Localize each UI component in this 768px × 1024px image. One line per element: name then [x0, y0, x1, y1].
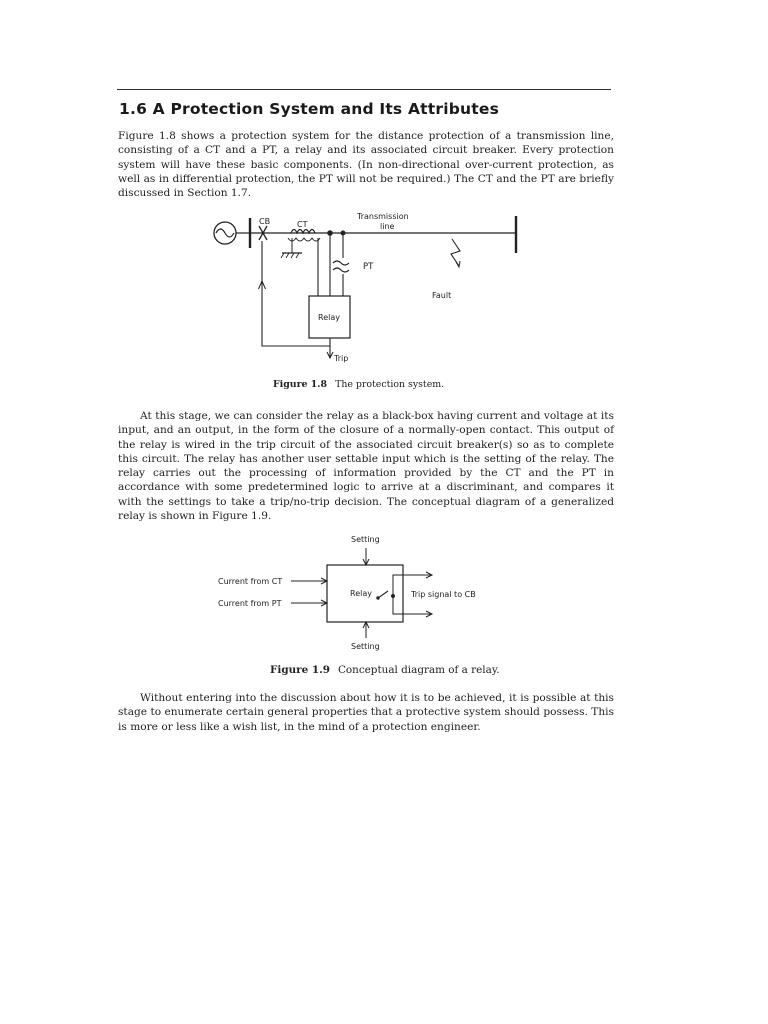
- figure-1-8-caption-text: The protection system.: [335, 379, 445, 390]
- label-trip: Trip: [334, 354, 349, 363]
- label-trip-signal: Trip signal to CB: [411, 590, 476, 599]
- paragraph-intro: Figure 1.8 shows a protection system for the distance protection of a transmission line, consisting of a CT and a PT, a relay and its associated circuit breaker. Every protection system will have these basic components. (In non-directional over-current protection, as well as in differential protection, the PT will not be required.) The CT and the PT are briefly discussed in Section 1.7.: [118, 130, 614, 200]
- label-current-ct: Current from CT: [218, 577, 283, 586]
- label-relay-block: Relay: [350, 589, 372, 598]
- paragraph-black-box: At this stage, we can consider the relay as a black-box having current and voltage at its input, and an output, in the form of the closure of a normally-open contact. This output of the relay is wired in the trip circuit of the associated circuit breaker(s) so as to complete this circuit. The relay has another user settable input which is the setting of the relay. The relay carries out the processing of information provided by the CT and the PT in accordance with some predetermined logic to arrive at a discriminant, and compares it with the settings to take a trip/no-trip decision. The conceptual diagram of a generalized relay is shown in Figure 1.9.: [118, 410, 614, 523]
- label-pt: PT: [363, 262, 374, 272]
- label-line: line: [380, 222, 395, 231]
- label-setting-top: Setting: [351, 535, 380, 544]
- label-setting-bottom: Setting: [351, 642, 380, 651]
- figure-1-9-number: Figure 1.9: [270, 664, 330, 676]
- figure-1-9-caption-text: Conceptual diagram of a relay.: [337, 664, 500, 676]
- paragraph-wish-list: Without entering into the discussion about how it is to be achieved, it is possible at this stage to enumerate certain general properties that a protective system should possess. This is more or less like a wish list, in the mind of a protection engineer.: [118, 692, 614, 733]
- label-fault: Fault: [432, 291, 452, 300]
- figure-1-8-number: Figure 1.8: [273, 379, 328, 390]
- section-heading: 1.6 A Protection System and Its Attributes: [119, 100, 500, 118]
- label-relay: Relay: [318, 313, 340, 322]
- figure-1-9-caption: [270, 664, 500, 676]
- label-cb: CB: [259, 217, 271, 226]
- label-current-pt: Current from PT: [218, 599, 282, 608]
- label-ct: CT: [297, 220, 308, 229]
- label-transmission: Transmission: [357, 212, 409, 221]
